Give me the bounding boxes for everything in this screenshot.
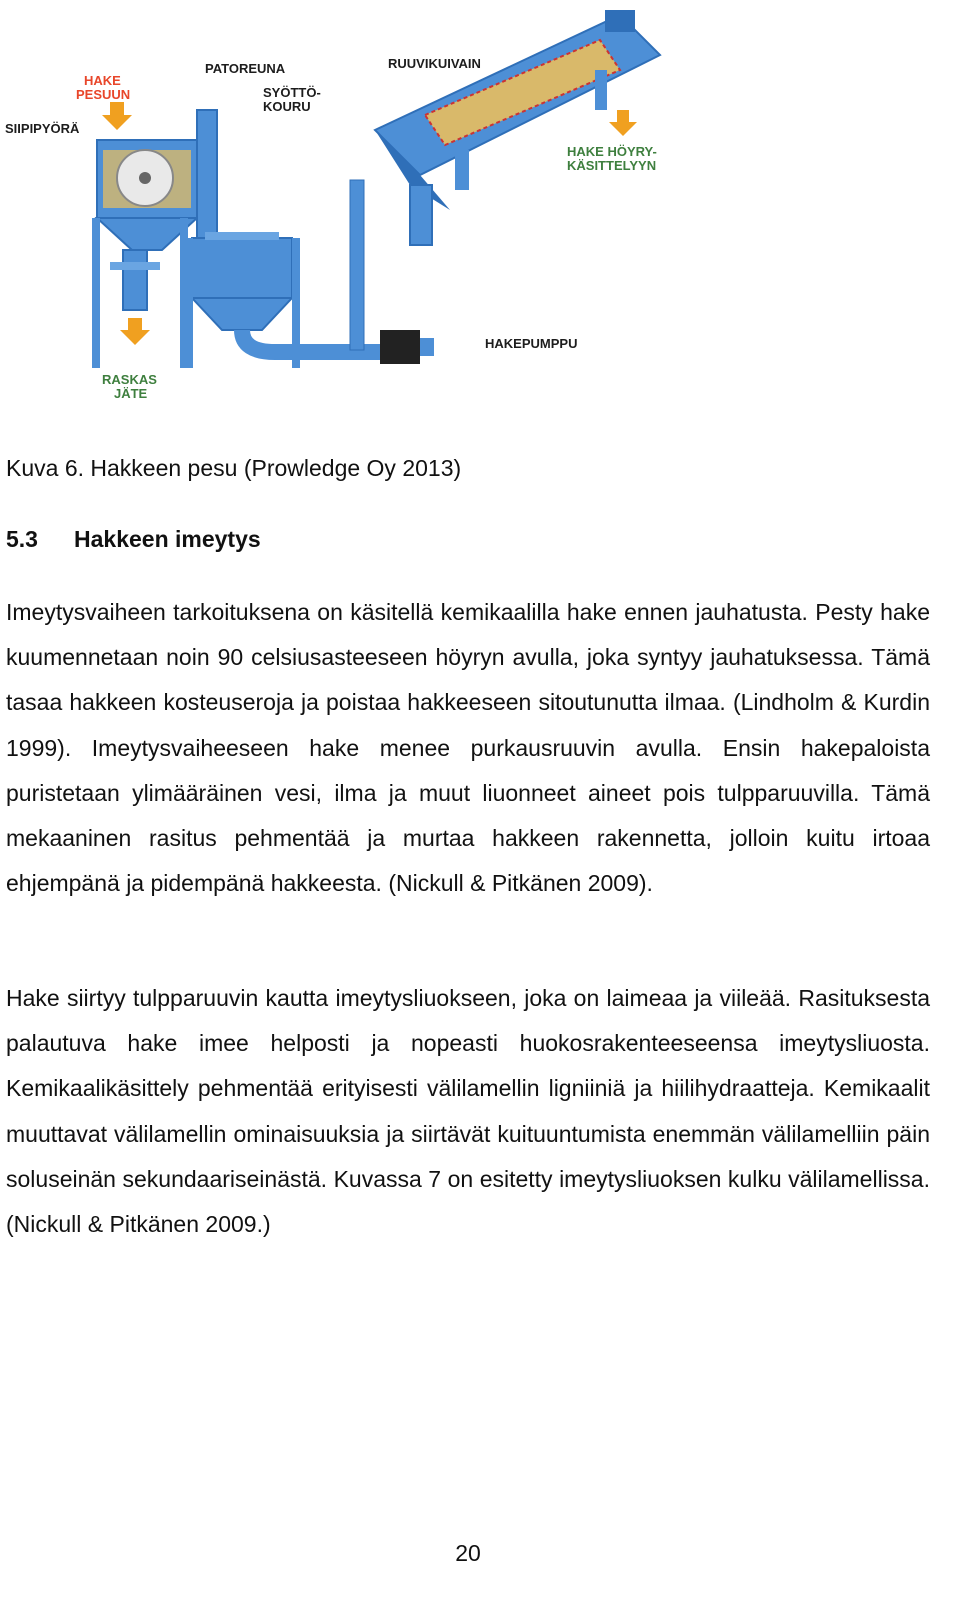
label-patoreuna: PATOREUNA bbox=[205, 61, 286, 76]
label-ruuvikuivain: RUUVIKUIVAIN bbox=[388, 56, 481, 71]
label-raskas-jate-1: RASKAS bbox=[102, 372, 157, 387]
section-heading bbox=[6, 523, 261, 555]
paragraph-1: Imeytysvaiheen tarkoituksena on käsitellä kemikaalilla hake ennen jauhatusta. Pesty hake kuumennetaan noin 90 celsiusasteeseen höyryn avulla, joka syntyy jauhatuksessa. Tämä tasaa hakkeen kosteuseroja ja poistaa hakkeeseen sitoutunutta ilmaa. (Lindholm & Kurdin 1999). Imeytysvaiheeseen hake menee purkausruuvin avulla. Ensin hakepaloista puristetaan ylimääräinen vesi, ilma ja muut liuonneet aineet pois tulpparuuvilla. Tämä mekaaninen rasitus pehmentää ja murtaa hakkeen rakennetta, jolloin kuitu irtoaa ehjempänä ja pidempänä hakkeesta. (Nickull & Pitkänen 2009). bbox=[6, 599, 930, 897]
paragraph-2: Hake siirtyy tulpparuuvin kautta imeytysliuokseen, joka on laimeaa ja viileää. Rasituksesta palautuva hake imee helposti ja nopeasti huokosrakenteeseensa imeytysliuosta. Kemikaalikäsittely pehmentää erityisesti välilamellin ligniiniä ja hiilihydraatteja. Kemikaalit muuttavat välilamellin ominaisuuksia ja siirtävät kuituuntumista enemmän välilamelliin päin soluseinän sekundaariseinästä. Kuvassa 7 on esitetty imeytysliuoksen kulku välilamellissa. (Nickull & Pitkänen 2009.) bbox=[6, 985, 930, 1238]
label-hake-pesuun-2: PESUUN bbox=[76, 87, 131, 102]
figure-caption: Kuva 6. Hakkeen pesu (Prowledge Oy 2013) bbox=[6, 455, 462, 481]
chip-pump bbox=[380, 330, 434, 364]
label-hake-hoyry-2: KÄSITTELYYN bbox=[567, 158, 657, 173]
label-hakepumppu: HAKEPUMPPU bbox=[485, 336, 578, 351]
arrow-down-icon bbox=[102, 102, 132, 130]
label-raskas-jate-2: JÄTE bbox=[114, 386, 148, 401]
page-number: 20 bbox=[455, 1540, 481, 1566]
arrow-down-icon bbox=[609, 110, 637, 136]
section-number: 5.3 bbox=[6, 526, 38, 552]
label-hake-pesuun-1: HAKE bbox=[84, 73, 121, 88]
label-syottokouru-1: SYÖTTÖ- bbox=[263, 85, 321, 100]
label-siipipyora: SIIPIPYÖRÄ bbox=[5, 121, 80, 136]
arrow-down-icon bbox=[120, 318, 150, 345]
label-hake-hoyry-1: HAKE HÖYRY- bbox=[567, 144, 657, 159]
label-syottokouru-2: KOURU bbox=[263, 99, 311, 114]
diagram-svg bbox=[0, 0, 700, 410]
section-title: Hakkeen imeytys bbox=[74, 526, 261, 552]
chip-washing-diagram bbox=[0, 0, 700, 410]
